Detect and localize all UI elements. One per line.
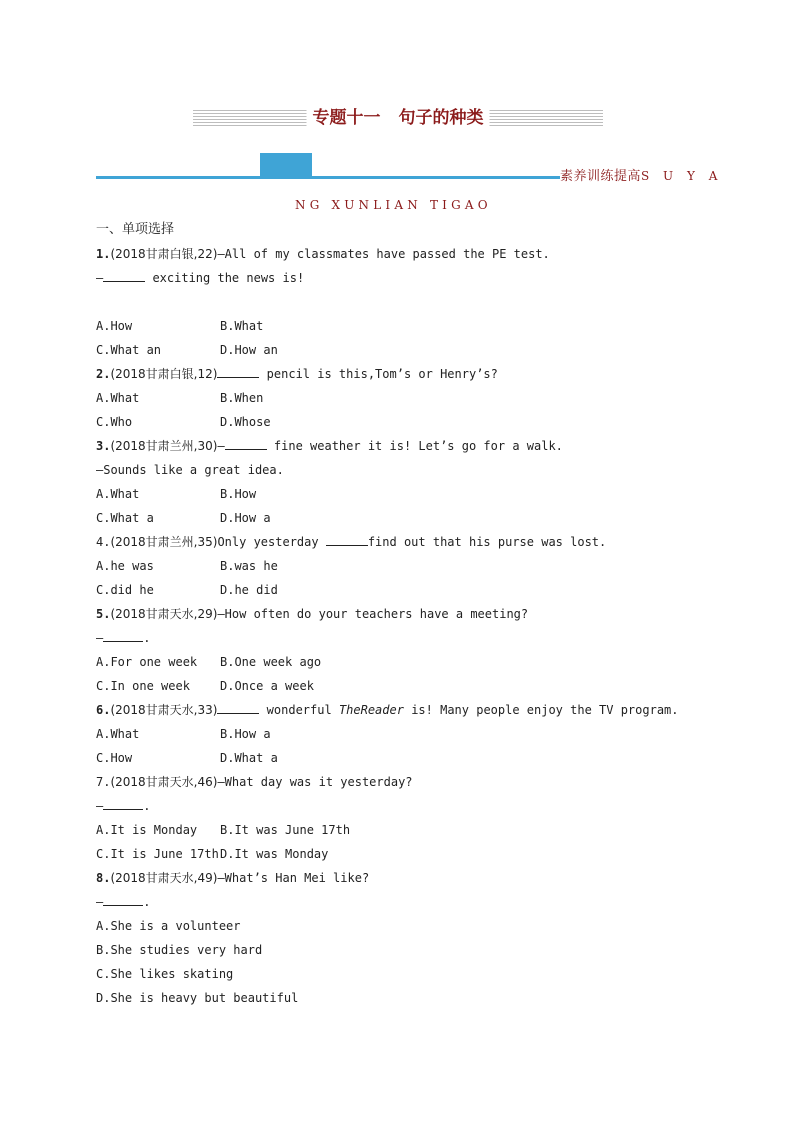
title-part-1: 专题十一 <box>312 108 381 128</box>
q6-source: (2018甘肃天水,33) <box>110 703 218 717</box>
q7-blank <box>103 796 143 810</box>
q8-option-a: A.She is a volunteer <box>96 919 241 933</box>
q6-number: 6. <box>96 703 111 717</box>
q7-options-ab <box>96 818 736 842</box>
q1-option-c: C.What an <box>96 343 162 357</box>
q1-option-a: A.How <box>96 319 133 333</box>
section-band-block <box>260 153 312 179</box>
q7-options-cd <box>96 842 736 866</box>
q8-stem-text: —What’s Han Mei like? <box>217 871 370 885</box>
q1-line2 <box>96 266 736 290</box>
q1-source: (2018甘肃白银,22) <box>110 247 218 261</box>
q2-options-cd <box>96 410 736 434</box>
q8-line2 <box>96 890 736 914</box>
q5-number: 5. <box>96 607 111 621</box>
q5-stem <box>96 602 736 626</box>
q3-source: (2018甘肃兰州,30) <box>110 439 218 453</box>
q6-blank <box>217 700 259 714</box>
q2-blank <box>217 364 259 378</box>
q3-options-ab <box>96 482 736 506</box>
q3-dash: — <box>217 439 225 453</box>
page-title <box>307 108 490 128</box>
q3-blank <box>225 436 267 450</box>
q2-stem-text: pencil is this,Tom’s or Henry’s? <box>259 367 498 381</box>
q3-stem-text: fine weather it is! Let’s go for a walk. <box>266 439 563 453</box>
title-part-2: 句子的种类 <box>398 108 484 128</box>
q7-period: . <box>143 799 151 813</box>
q6-option-a: A.What <box>96 727 140 741</box>
q8-option-c: C.She likes skating <box>96 967 234 981</box>
q8-source: (2018甘肃天水,49) <box>110 871 218 885</box>
q2-number: 2. <box>96 367 111 381</box>
section-band-line <box>96 176 560 179</box>
q5-options-cd <box>96 674 736 698</box>
q6-option-c: C.How <box>96 751 133 765</box>
q3-option-d: D.How a <box>220 511 271 525</box>
q2-option-c: C.Who <box>96 415 133 429</box>
q7-number: 7. <box>96 775 111 789</box>
q1-option-b: B.What <box>220 319 264 333</box>
q7-stem <box>96 770 736 794</box>
q6-options-cd <box>96 746 736 770</box>
q4-option-a: A.he was <box>96 559 154 573</box>
q3-option-b: B.How <box>220 487 257 501</box>
q5-options-ab <box>96 650 736 674</box>
q5-option-a: A.For one week <box>96 655 198 669</box>
q4-stem <box>96 530 736 554</box>
q5-line2 <box>96 626 736 650</box>
section-heading: 一、单项选择 <box>96 222 175 237</box>
q3-number: 3. <box>96 439 111 453</box>
q4-source: (2018甘肃兰州,35) <box>110 535 218 549</box>
q1-options-ab <box>96 314 736 338</box>
q7-option-a: A.It is Monday <box>96 823 198 837</box>
q6-option-b: B.How a <box>220 727 271 741</box>
q3-line2: —Sounds like a great idea. <box>96 463 284 477</box>
q4-stem-text: find out that his purse was lost. <box>367 535 607 549</box>
q6-options-ab <box>96 722 736 746</box>
q8-option-d: D.She is heavy but beautiful <box>96 991 299 1005</box>
band-label-latin: S U Y A <box>641 169 723 183</box>
q6-program-title: TheReader <box>338 703 404 717</box>
q1-blank <box>103 268 145 282</box>
q7-option-b: B.It was June 17th <box>220 823 351 837</box>
q7-source: (2018甘肃天水,46) <box>110 775 218 789</box>
q7-stem-text: —What day was it yesterday? <box>217 775 413 789</box>
band-label-cn: 素养训练提高 <box>560 169 642 184</box>
q1-stem-text: —All of my classmates have passed the PE test. <box>217 247 550 261</box>
q5-dash: — <box>96 631 104 645</box>
q1-dash: — <box>96 271 104 285</box>
q5-option-b: B.One week ago <box>220 655 322 669</box>
q1-stem <box>96 242 736 266</box>
band-subtitle: NG XUNLIAN TIGAO <box>295 198 492 212</box>
q3-option-a: A.What <box>96 487 140 501</box>
q4-options-ab <box>96 554 736 578</box>
q7-option-c: C.It is June 17th <box>96 847 219 861</box>
q2-option-a: A.What <box>96 391 140 405</box>
q4-option-b: B.was he <box>220 559 278 573</box>
q5-blank <box>103 628 143 642</box>
q2-source: (2018甘肃白银,12) <box>110 367 218 381</box>
q7-line2 <box>96 794 736 818</box>
q1-options-cd <box>96 338 736 362</box>
q6-stem-mid: wonderful <box>259 703 339 717</box>
q8-period: . <box>143 895 151 909</box>
question-list <box>96 218 736 1010</box>
q5-source: (2018甘肃天水,29) <box>110 607 218 621</box>
q7-option-d: D.It was Monday <box>220 847 329 861</box>
q4-option-d: D.he did <box>220 583 278 597</box>
q5-option-c: C.In one week <box>96 679 190 693</box>
q8-dash: — <box>96 895 104 909</box>
q8-stem <box>96 866 736 890</box>
q3-option-c: C.What a <box>96 511 154 525</box>
q1-option-d: D.How an <box>220 343 278 357</box>
q8-number: 8. <box>96 871 111 885</box>
q8-blank <box>103 892 143 906</box>
q6-stem-text: is! Many people enjoy the TV program. <box>403 703 679 717</box>
q8-option-b: B.She studies very hard <box>96 943 263 957</box>
q6-option-d: D.What a <box>220 751 278 765</box>
q5-option-d: D.Once a week <box>220 679 314 693</box>
q4-option-c: C.did he <box>96 583 154 597</box>
q3-options-cd <box>96 506 736 530</box>
q4-options-cd <box>96 578 736 602</box>
q2-options-ab <box>96 386 736 410</box>
q5-period: . <box>143 631 151 645</box>
q6-stem <box>96 698 736 722</box>
q7-dash: — <box>96 799 104 813</box>
title-banner <box>193 108 603 128</box>
q4-stem-pre: Only yesterday <box>217 535 326 549</box>
q5-stem-text: —How often do your teachers have a meeting? <box>217 607 529 621</box>
q2-stem <box>96 362 736 386</box>
q2-option-d: D.Whose <box>220 415 271 429</box>
q4-number: 4. <box>96 535 111 549</box>
q2-option-b: B.When <box>220 391 264 405</box>
section-band-label <box>560 165 722 184</box>
q1-number: 1. <box>96 247 111 261</box>
q1-line2-text: exciting the news is! <box>145 271 305 285</box>
q3-stem <box>96 434 736 458</box>
q4-blank <box>326 532 368 546</box>
